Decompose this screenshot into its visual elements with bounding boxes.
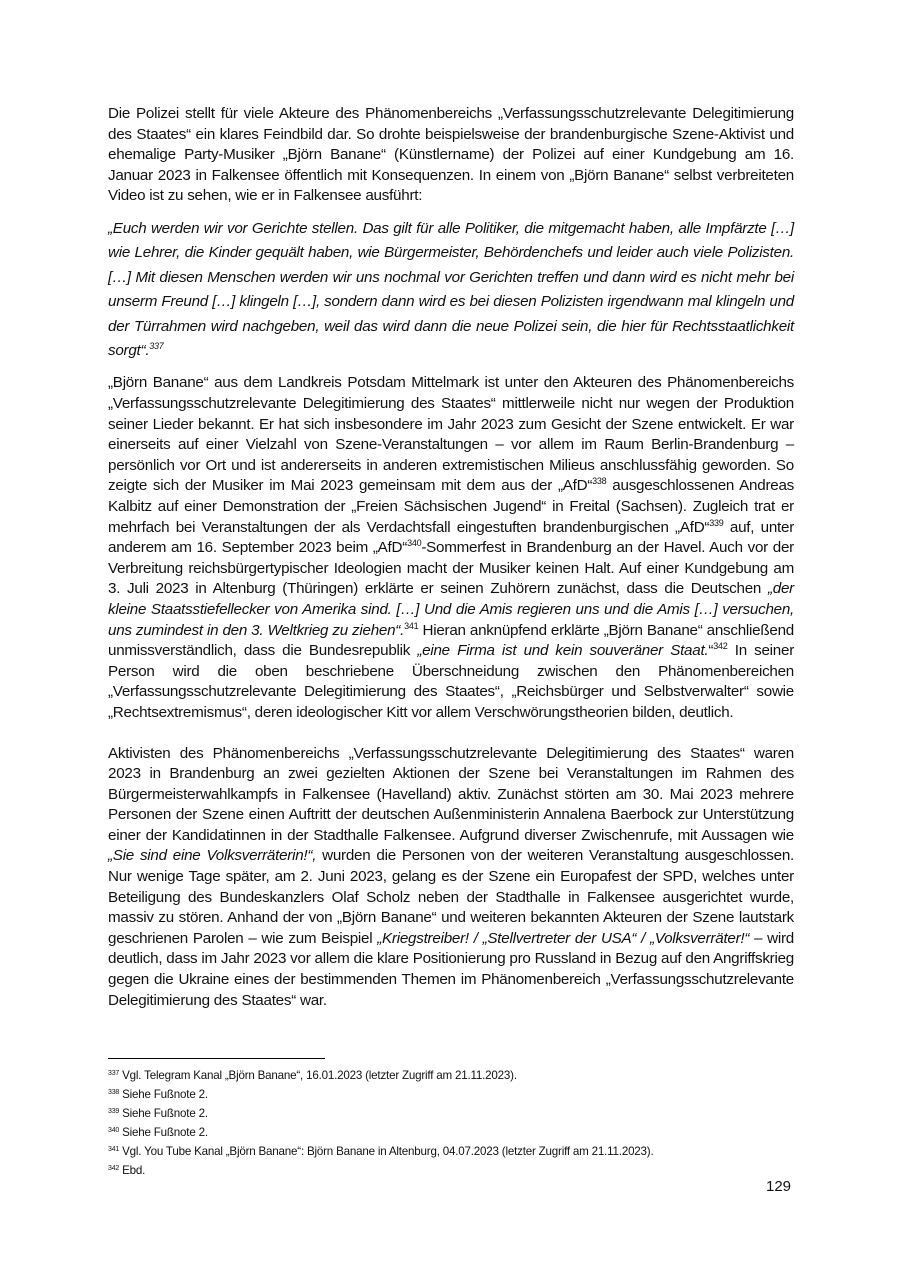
footnote-ref-338[interactable]: 338 [592, 476, 607, 487]
footnote-ref-339[interactable]: 339 [709, 517, 724, 528]
footnote-text: Vgl. Telegram Kanal „Björn Banane“, 16.01.2023 (letzter Zugriff am 21.11.2023). [119, 1069, 517, 1082]
footnote-ref-341[interactable]: 341 [404, 620, 419, 631]
footnote-text: Siehe Fußnote 2. [119, 1107, 208, 1120]
main-text [108, 104, 794, 1011]
footnote-number: 342 [108, 1165, 120, 1172]
text-run: In seiner Person wird die oben beschriebene Überschneidung zwischen den Phänomenbereichen „Verfassungsschutzrelevante Delegitimierung des Staates“, „Reichsbürger und Selbstverwalter“ sowie „Rechtsextremismus“, deren ideologischer Kitt vor allem Verschwörungstheorien bilden, deutlich. [108, 642, 794, 721]
footnote-339 [108, 1104, 794, 1123]
paragraph-bjoern-banane-profile [108, 373, 794, 723]
paragraph-police-enemy: Die Polizei stellt für viele Akteure des Phänomenbereichs „Verfassungsschutzrelevante Delegitimierung des Staates“ ein klares Feindbild dar. So drohte beispielsweise der brandenburgische Szene-Aktivist und ehemalige Party-Musiker „Björn Banane“ (Künstlername) der Polizei auf einer Kundgebung am 16. Januar 2023 in Falkensee öffentlich mit Konsequenzen. In einem von „Björn Banane“ selbst verbreiteten Video ist zu sehen, wie er in Falkensee ausführt: [108, 105, 794, 205]
inline-quote: „der kleine Staatsstiefellecker von Amerika sind. […] Und die Amis regieren uns und die Amis […] versuchen, uns zumindest in den 3. Weltkrieg zu ziehen“. [108, 580, 794, 639]
footnote-number: 338 [108, 1089, 120, 1096]
footnote-text: Vgl. You Tube Kanal „Björn Banane“: Björn Banane in Altenburg, 04.07.2023 (letzter Zugriff am 21.11.2023). [119, 1145, 654, 1158]
text-run: Hieran anknüpfend erklärte „Björn Banane“ anschließend unmissverständlich, dass die Bundesrepublik [108, 621, 794, 660]
footnote-number: 339 [108, 1108, 120, 1115]
footnote-ref-340[interactable]: 340 [407, 538, 422, 549]
footnote-342 [108, 1161, 794, 1180]
footnote-341 [108, 1142, 794, 1161]
footnote-number: 340 [108, 1127, 120, 1134]
text-run: auf, unter anderem am 16. September 2023 beim „AfD“ [108, 518, 795, 557]
inline-quote: „eine Firma ist und kein souveräner Staat. [417, 642, 709, 660]
text-run: – wird deutlich, dass im Jahr 2023 vor allem die klare Positionierung pro Russland in Bezug auf den Angriffskrieg gegen die Ukraine eines der bestimmenden Themen im Phänomenbereich „Verfassungsschutzrelevante Delegitimierung des Staates“ war. [108, 929, 795, 1009]
quote-bjoern-banane-falkensee [108, 217, 794, 363]
footnote-338 [108, 1085, 794, 1104]
footnote-number: 337 [108, 1070, 120, 1077]
text-run: wurden die Personen von der weiteren Veranstaltung ausgeschlossen. Nur wenige Tage später, am 2. Juni 2023, gelang es der Szene ein Europafest der SPD, welches unter Beteiligung des Bundeskanzlers Olaf Scholz neben der Stadthalle in Falkensee ausgerichtet wurde, massiv zu stören. Anhand der von „Björn Banane“ und weiteren bekannten Akteuren der Szene lautstark geschrienen Parolen – wie zum Beispiel [108, 847, 794, 947]
paragraph-falkensee-actions [108, 744, 794, 1012]
inline-quote: „Kriegstreiber! / „Stellvertreter der USA“ / „Volksverräter!“ [377, 929, 750, 947]
footnote-340 [108, 1123, 794, 1142]
footnote-ref-337[interactable]: 337 [149, 341, 164, 351]
text-run: ausgeschlossenen Andreas Kalbitz auf einer Demonstration der „Freien Sächsischen Jugend“ in Freital (Sachsen). Zugleich trat er mehrfach bei Veranstaltungen der als Verdachtsfall eingestuften brandenburgischen „AfD“ [108, 477, 794, 536]
inline-quote: „Sie sind eine Volksverräterin!“, [108, 847, 317, 865]
text-run: „Björn Banane“ aus dem Landkreis Potsdam Mittelmark ist unter den Akteuren des Phänomenbereichs „Verfassungsschutzrelevante Delegitimierung des Staates“ mittlerweile nicht nur wegen der Produktion seiner Lieder bekannt. Er hat sich insbesondere im Jahr 2023 zum Gesicht der Szene entwickelt. Er war einerseits auf einer Vielzahl von Szene-Veranstaltungen – vor allem im Raum Berlin-Brandenburg – persönlich vor Ort und ist andererseits in anderen extremistischen Milieus anschlussfähig geworden. So zeigte sich der Musiker im Mai 2023 gemeinsam mit dem aus der „AfD“ [108, 374, 794, 495]
page-number: 129 [766, 1178, 792, 1195]
footnote-text: Siehe Fußnote 2. [119, 1126, 208, 1139]
footnote-text: Ebd. [119, 1164, 146, 1177]
footnotes [108, 1066, 794, 1180]
footnote-337 [108, 1066, 794, 1085]
text-run: “ [708, 642, 714, 660]
text-run: -Sommerfest in Brandenburg an der Havel. Auch vor der Verbreitung reichsbürgertypischer Ideologien macht der Musiker keinen Halt. Auf einer Kundgebung am 3. Juli 2023 in Altenburg (Thüringen) erklärte er seinen Zuhörern zunächst, dass die Deutschen [108, 539, 794, 598]
footnote-ref-342[interactable]: 342 [713, 641, 728, 652]
footnote-number: 341 [108, 1146, 120, 1153]
text-run: Aktivisten des Phänomenbereichs „Verfassungsschutzrelevante Delegitimierung des Staates“ waren 2023 in Brandenburg an zwei gezielten Aktionen der Szene bei Veranstaltungen im Rahmen des Bürgermeisterwahlkampfs in Falkensee (Havelland) aktiv. Zunächst störten am 30. Mai 2023 mehrere Personen der Szene einen Auftritt der deutschen Außenministerin Annalena Baerbock zur Unterstützung einer der Kandidatinnen in der Stadthalle Falkensee. Aufgrund diverser Zwischenrufe, mit Aussagen wie [108, 744, 794, 844]
footnote-text: Siehe Fußnote 2. [119, 1088, 208, 1101]
quote-text: „Euch werden wir vor Gerichte stellen. Das gilt für alle Politiker, die mitgemacht haben, alle Impfärzte […] wie Lehrer, die Kinder gequält haben, wie Bürgermeister, Behördenchefs und leider auch viele Polizisten. […] Mit diesen Menschen werden wir uns nochmal vor Gerichten treffen und dann wird es nicht mehr bei unserm Freund […] klingeln […], sondern dann wird es bei diesen Polizisten irgendwann mal klingeln und der Türrahmen wird nachgeben, weil das wird dann die neue Polizei sein, die hier für Rechtsstaatlichkeit sorgt“. [108, 219, 794, 359]
footnote-separator [108, 1058, 325, 1059]
